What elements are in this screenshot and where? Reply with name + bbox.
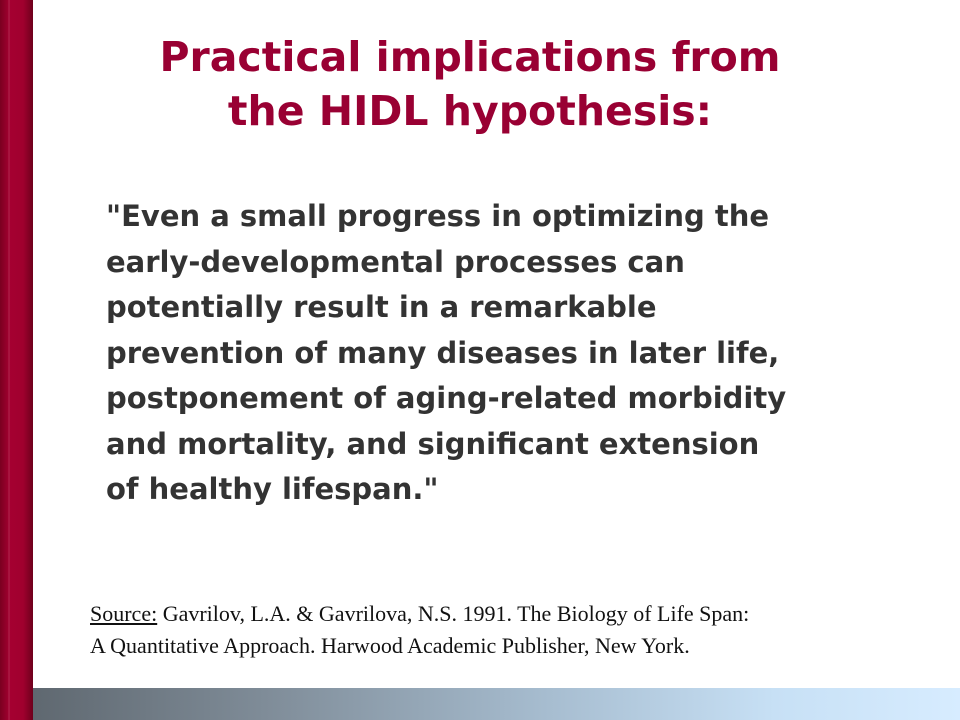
bottom-gradient-bar <box>33 688 960 720</box>
source-line-1 <box>90 598 910 630</box>
quote-line-4: prevention of many diseases in later life, <box>106 335 780 370</box>
quote-line-6: and mortality, and significant extension <box>106 426 760 461</box>
hypothesis-quote <box>106 194 906 513</box>
left-accent-bar <box>0 0 33 720</box>
quote-line-5: postponement of aging-related morbidity <box>106 381 787 415</box>
source-label: Source: <box>90 601 158 626</box>
source-line-2: A Quantitative Approach. Harwood Academic Publisher, New York. <box>90 633 690 658</box>
quote-line-1: "Even a small progress in optimizing the <box>106 199 770 233</box>
slide-title-line-2: the HIDL hypothesis: <box>227 87 713 135</box>
quote-line-7: of healthy lifespan." <box>106 472 439 506</box>
slide-title-line-1: Practical implications from <box>159 33 781 81</box>
source-line-1-text: Gavrilov, L.A. & Gavrilova, N.S. 1991. The Biology of Life Span: <box>157 601 750 626</box>
source-citation <box>90 598 910 662</box>
quote-line-2: early-developmental processes can <box>106 244 685 279</box>
slide-title <box>100 30 840 138</box>
quote-line-3: potentially result in a remarkable <box>106 290 657 324</box>
